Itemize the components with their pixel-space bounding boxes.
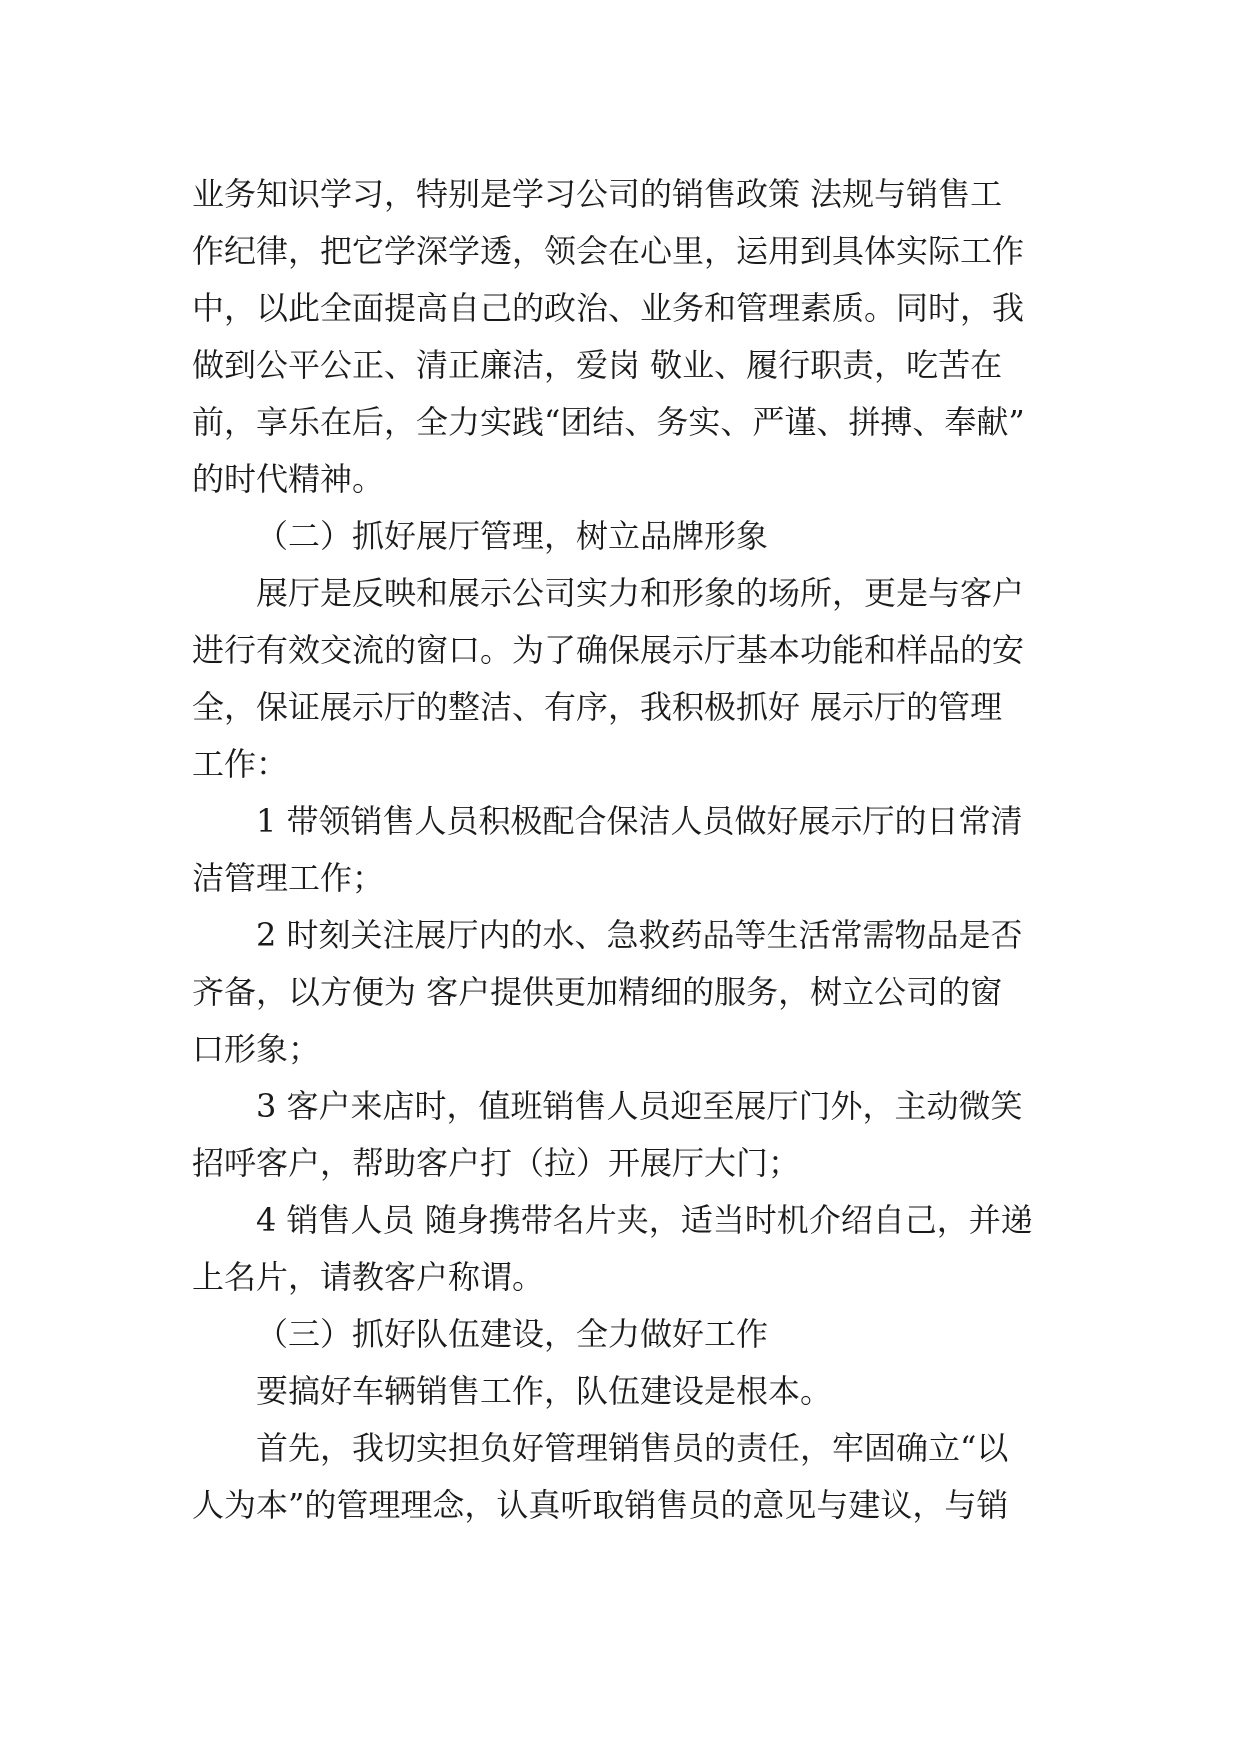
text-line: 3 客户来店时，值班销售人员迎至展厅门外，主动微笑 bbox=[256, 1087, 1023, 1125]
text-line: 的时代精神。 bbox=[192, 460, 385, 498]
text-line: 首先，我切实担负好管理销售员的责任，牢固确立“以 bbox=[256, 1429, 1009, 1467]
list-item-1 bbox=[192, 793, 1050, 907]
text-line: 工作： bbox=[192, 745, 289, 783]
paragraph-showroom-intro bbox=[192, 565, 1050, 793]
paragraph-team-first bbox=[192, 1420, 1050, 1534]
text-line: 要搞好车辆销售工作，队伍建设是根本。 bbox=[256, 1372, 833, 1410]
text-line: 业务知识学习，特别是学习公司的销售政策 法规与销售工 bbox=[192, 175, 1003, 213]
text-line: 全，保证展示厅的整洁、有序，我积极抓好 展示厅的管理 bbox=[192, 688, 1003, 726]
text-line: 洁管理工作； bbox=[192, 859, 385, 897]
section-heading-2 bbox=[192, 508, 1050, 565]
text-line: 齐备，以方便为 客户提供更加精细的服务，树立公司的窗 bbox=[192, 973, 1003, 1011]
text-line: 前，享乐在后，全力实践“团结、务实、严谨、拼搏、奉献” bbox=[192, 403, 1025, 441]
document-page bbox=[192, 166, 1050, 1534]
text-line: 2 时刻关注展厅内的水、急救药品等生活常需物品是否 bbox=[256, 916, 1023, 954]
text-line: 口形象； bbox=[192, 1030, 321, 1068]
text-line: 中，以此全面提高自己的政治、业务和管理素质。同时，我 bbox=[192, 289, 1025, 327]
list-item-3 bbox=[192, 1078, 1050, 1192]
section-heading-3 bbox=[192, 1306, 1050, 1363]
heading-text: （三）抓好队伍建设，全力做好工作 bbox=[256, 1315, 769, 1353]
heading-text: （二）抓好展厅管理，树立品牌形象 bbox=[256, 517, 769, 555]
paragraph-team-intro bbox=[192, 1363, 1050, 1420]
text-line: 展厅是反映和展示公司实力和形象的场所，更是与客户 bbox=[256, 574, 1025, 612]
text-line: 作纪律，把它学深学透，领会在心里，运用到具体实际工作 bbox=[192, 232, 1025, 270]
list-item-2 bbox=[192, 907, 1050, 1078]
text-line: 进行有效交流的窗口。为了确保展示厅基本功能和样品的安 bbox=[192, 631, 1025, 669]
list-item-4 bbox=[192, 1192, 1050, 1306]
text-line: 做到公平公正、清正廉洁，爱岗 敬业、履行职责，吃苦在 bbox=[192, 346, 1003, 384]
text-line: 4 销售人员 随身携带名片夹，适当时机介绍自己，并递 bbox=[256, 1201, 1033, 1239]
text-line: 招呼客户，帮助客户打（拉）开展厅大门； bbox=[192, 1144, 801, 1182]
text-line: 上名片，请教客户称谓。 bbox=[192, 1258, 545, 1296]
text-line: 1 带领销售人员积极配合保洁人员做好展示厅的日常清 bbox=[256, 802, 1023, 840]
paragraph-continuation bbox=[192, 166, 1050, 508]
text-line: 人为本”的管理理念，认真听取销售员的意见与建议，与销 bbox=[192, 1486, 1009, 1524]
